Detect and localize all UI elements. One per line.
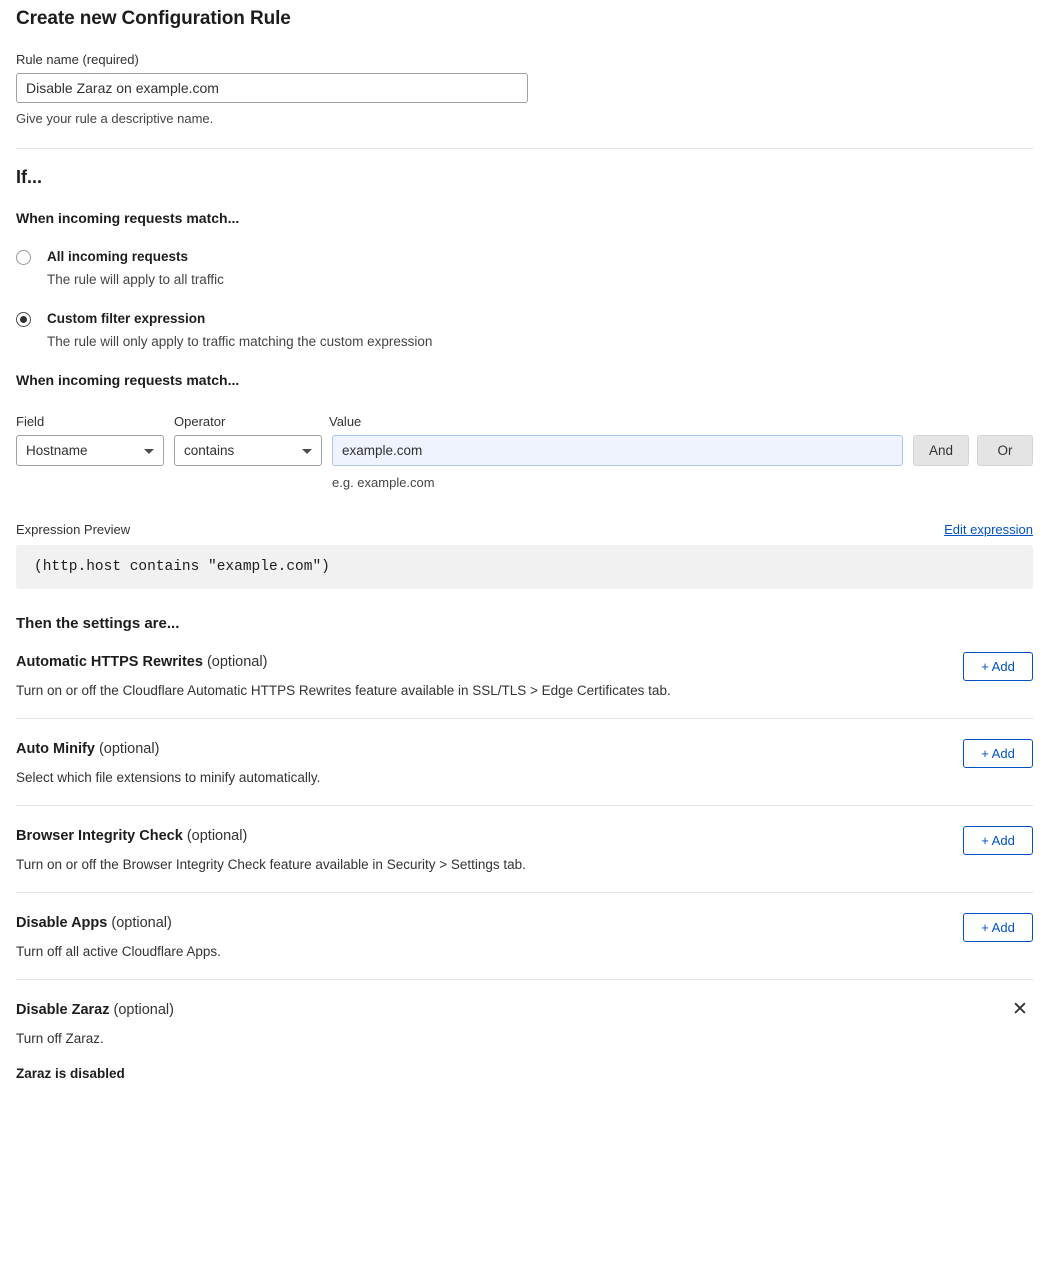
- setting-description: Turn off all active Cloudflare Apps.: [16, 944, 221, 960]
- close-icon[interactable]: ✕: [1012, 999, 1028, 1021]
- field-label: Field: [16, 414, 45, 430]
- add-button-disable-apps[interactable]: + Add: [963, 913, 1033, 942]
- divider: [16, 148, 1033, 149]
- setting-description: Turn off Zaraz.: [16, 1031, 104, 1047]
- operator-select[interactable]: [174, 435, 322, 466]
- radio-option-custom-filter[interactable]: [16, 310, 1033, 350]
- setting-name: Browser Integrity Check: [16, 828, 183, 845]
- value-input[interactable]: [332, 435, 903, 466]
- rule-name-label: Rule name (required): [16, 52, 139, 67]
- if-section-heading: If...: [16, 167, 42, 187]
- setting-description: Turn on or off the Browser Integrity Check feature available in Security > Settings tab.: [16, 857, 526, 873]
- chevron-down-icon: [302, 449, 312, 454]
- chevron-down-icon: [144, 449, 154, 454]
- field-select-value: Hostname: [26, 443, 88, 459]
- radio-desc-all-requests: The rule will apply to all traffic: [47, 271, 224, 287]
- setting-name: Automatic HTTPS Rewrites: [16, 654, 203, 671]
- add-button-auto-minify[interactable]: + Add: [963, 739, 1033, 768]
- rule-name-input[interactable]: [16, 73, 528, 103]
- setting-name: Disable Apps: [16, 915, 108, 932]
- setting-auto-minify: [16, 719, 1033, 806]
- setting-optional: (optional): [111, 915, 172, 932]
- operator-select-value: contains: [184, 443, 235, 459]
- or-button[interactable]: Or: [977, 435, 1033, 466]
- expression-builder: [16, 414, 1033, 490]
- setting-description: Turn on or off the Cloudflare Automatic HTTPS Rewrites feature available in SSL/TLS > Edge Certificates tab.: [16, 683, 671, 699]
- status-badge-zaraz: Zaraz is disabled: [16, 1066, 125, 1082]
- page-title: Create new Configuration Rule: [16, 8, 291, 29]
- setting-optional: (optional): [206, 654, 268, 671]
- setting-name: Auto Minify: [16, 741, 95, 758]
- expression-preview-label: Expression Preview: [16, 522, 131, 538]
- value-hint: e.g. example.com: [332, 475, 435, 491]
- value-label: Value: [329, 414, 362, 430]
- setting-name: Disable Zaraz: [16, 1002, 110, 1019]
- setting-optional: (optional): [98, 741, 160, 758]
- setting-optional: (optional): [186, 828, 248, 845]
- configuration-rule-form: [0, 8, 1049, 1101]
- add-button-automatic-https-rewrites[interactable]: + Add: [963, 652, 1033, 681]
- field-select[interactable]: [16, 435, 164, 466]
- builder-heading: When incoming requests match...: [16, 372, 240, 389]
- setting-browser-integrity-check: [16, 806, 1033, 893]
- then-section-heading: Then the settings are...: [16, 615, 180, 633]
- radio-label-custom-filter: Custom filter expression: [47, 311, 206, 327]
- setting-automatic-https-rewrites: [16, 632, 1033, 719]
- rule-name-helper: Give your rule a descriptive name.: [16, 111, 214, 126]
- radio-icon-all-requests[interactable]: [16, 250, 31, 265]
- and-button[interactable]: And: [913, 435, 969, 466]
- radio-desc-custom-filter: The rule will only apply to traffic matching the custom expression: [47, 333, 433, 349]
- setting-description: Select which file extensions to minify automatically.: [16, 770, 321, 786]
- expression-preview-box: (http.host contains "example.com"): [16, 545, 1033, 589]
- setting-disable-apps: [16, 893, 1033, 980]
- match-heading: When incoming requests match...: [16, 210, 240, 226]
- setting-disable-zaraz: [16, 980, 1033, 1101]
- radio-icon-custom-filter[interactable]: [16, 312, 31, 327]
- edit-expression-link[interactable]: Edit expression: [944, 522, 1033, 538]
- setting-optional: (optional): [113, 1002, 174, 1019]
- operator-label: Operator: [174, 414, 226, 430]
- radio-option-all-requests[interactable]: [16, 248, 1033, 288]
- radio-label-all-requests: All incoming requests: [47, 249, 189, 264]
- add-button-browser-integrity-check[interactable]: + Add: [963, 826, 1033, 855]
